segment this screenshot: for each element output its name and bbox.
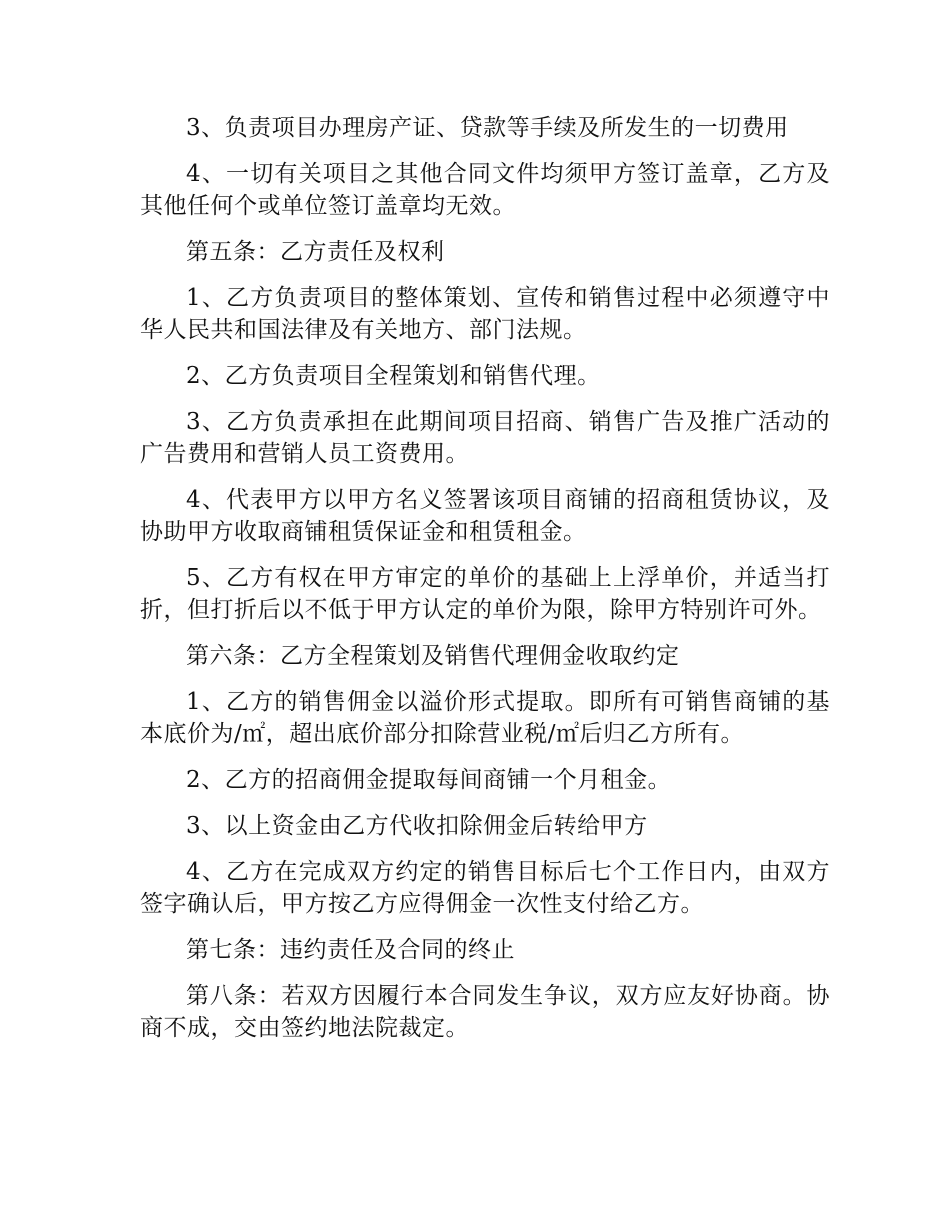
article-heading: 第六条：乙方全程策划及销售代理佣金收取约定 <box>186 643 680 669</box>
article-heading: 第七条：违约责任及合同的终止 <box>186 937 515 963</box>
document-page <box>140 112 830 1058</box>
clause-paragraph: 2、乙方负责项目全程策划和销售代理。 <box>186 363 601 389</box>
clause-paragraph: 3、乙方负责承担在此期间项目招商、销售广告及推广活动的广告费用和营销人员工资费用。 <box>140 409 830 467</box>
clause-paragraph: 4、代表甲方以甲方名义签署该项目商铺的招商租赁协议，及协助甲方收取商铺租赁保证金和租赁租金。 <box>140 487 830 545</box>
article-paragraph: 第八条：若双方因履行本合同发生争议，双方应友好协商。协商不成，交由签约地法院裁定。 <box>140 983 830 1041</box>
clause-paragraph: 4、一切有关项目之其他合同文件均须甲方签订盖章，乙方及其他任何个或单位签订盖章均无效。 <box>140 161 830 219</box>
clause-paragraph: 1、乙方的销售佣金以溢价形式提取。即所有可销售商铺的基本底价为/㎡，超出底价部分扣除营业税/㎡后归乙方所有。 <box>140 689 830 747</box>
clause-paragraph: 1、乙方负责项目的整体策划、宣传和销售过程中必须遵守中华人民共和国法律及有关地方、部门法规。 <box>140 285 830 343</box>
article-heading: 第五条：乙方责任及权利 <box>186 239 445 265</box>
clause-paragraph: 2、乙方的招商佣金提取每间商铺一个月租金。 <box>186 767 672 793</box>
clause-paragraph: 3、以上资金由乙方代收扣除佣金后转给甲方 <box>186 813 648 839</box>
clause-paragraph: 3、负责项目办理房产证、贷款等手续及所发生的一切费用 <box>186 115 789 141</box>
clause-paragraph: 5、乙方有权在甲方审定的单价的基础上上浮单价，并适当打折，但打折后以不低于甲方认定的单价为限，除甲方特别许可外。 <box>140 565 830 623</box>
clause-paragraph: 4、乙方在完成双方约定的销售目标后七个工作日内，由双方签字确认后，甲方按乙方应得佣金一次性支付给乙方。 <box>140 859 830 917</box>
